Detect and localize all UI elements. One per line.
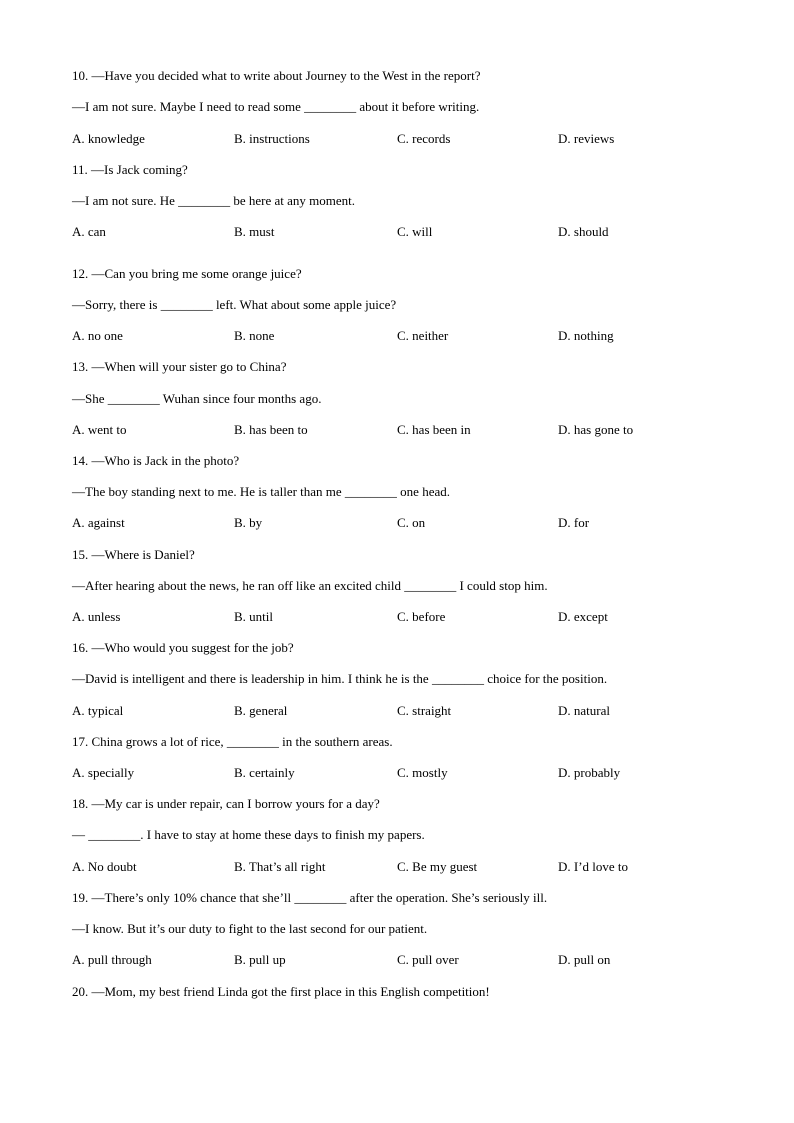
question-12-option-a: A. no one [72,328,123,343]
question-17-stem: 17. China grows a lot of rice, ________ in the southern areas. [72,734,393,749]
question-10-option-b: B. instructions [234,131,310,146]
question-19-response: —I know. But it’s our duty to fight to the last second for our patient. [72,921,428,936]
question-18-response: — ________. I have to stay at home these days to finish my papers. [72,827,425,842]
question-14-response: —The boy standing next to me. He is taller than me ________ one head. [72,484,450,499]
question-16-option-d: D. natural [558,703,610,718]
question-17-option-a: A. specially [72,765,135,780]
question-15-option-a: A. unless [72,609,121,624]
question-13-stem: 13. —When will your sister go to China? [72,359,287,374]
question-17-option-b: B. certainly [234,765,295,780]
question-12-stem: 12. —Can you bring me some orange juice? [72,266,302,281]
question-11-option-c: C. will [397,224,433,239]
question-10-options [72,131,732,147]
question-17-option-d: D. probably [558,765,621,780]
question-19-option-a: A. pull through [72,952,152,967]
question-11-option-b: B. must [234,224,275,239]
question-18-option-d: D. I’d love to [558,859,629,874]
question-11-stem: 11. —Is Jack coming? [72,162,188,177]
question-11-options [72,224,732,240]
question-16-stem: 16. —Who would you suggest for the job? [72,640,294,655]
question-11-option-a: A. can [72,224,106,239]
question-18-stem: 18. —My car is under repair, can I borrow yours for a day? [72,796,380,811]
question-19-option-c: C. pull over [397,952,459,967]
question-18-option-a: A. No doubt [72,859,137,874]
question-16-option-a: A. typical [72,703,124,718]
question-12-option-c: C. neither [397,328,449,343]
question-12-option-b: B. none [234,328,275,343]
question-18-option-b: B. That’s all right [234,859,326,874]
question-16-response: —David is intelligent and there is leadership in him. I think he is the ________ choice for the position. [72,671,608,686]
question-17-option-c: C. mostly [397,765,448,780]
question-12-response: —Sorry, there is ________ left. What about some apple juice? [72,297,397,312]
question-10-response: —I am not sure. Maybe I need to read some ________ about it before writing. [72,99,480,114]
question-13-options [72,422,732,438]
question-15-option-d: D. except [558,609,608,624]
question-18-option-c: C. Be my guest [397,859,478,874]
question-19-stem: 19. —There’s only 10% chance that she’ll ________ after the operation. She’s seriously ill. [72,890,548,905]
question-13-response: —She ________ Wuhan since four months ago. [72,391,322,406]
question-13-option-c: C. has been in [397,422,471,437]
question-16-option-c: C. straight [397,703,452,718]
question-16-option-b: B. general [234,703,288,718]
question-20-stem: 20. —Mom, my best friend Linda got the first place in this English competition! [72,984,490,999]
question-14-option-d: D. for [558,515,590,530]
question-13-option-b: B. has been to [234,422,308,437]
question-15-option-c: C. before [397,609,446,624]
question-13-option-a: A. went to [72,422,127,437]
question-15-option-b: B. until [234,609,274,624]
question-15-response: —After hearing about the news, he ran off like an excited child ________ I could stop him. [72,578,548,593]
question-14-option-b: B. by [234,515,263,530]
question-14-option-a: A. against [72,515,125,530]
question-12-option-d: D. nothing [558,328,614,343]
question-17-options [72,765,732,781]
question-11-response: —I am not sure. He ________ be here at any moment. [72,193,356,208]
question-10-option-d: D. reviews [558,131,615,146]
question-16-options [72,703,732,719]
question-19-option-b: B. pull up [234,952,286,967]
question-15-options [72,609,732,625]
question-18-options [72,859,732,875]
question-19-option-d: D. pull on [558,952,611,967]
question-14-options [72,515,732,531]
question-10-option-a: A. knowledge [72,131,145,146]
question-12-options [72,328,732,344]
question-15-stem: 15. —Where is Daniel? [72,547,195,562]
question-14-option-c: C. on [397,515,426,530]
question-10-stem: 10. —Have you decided what to write about Journey to the West in the report? [72,68,481,83]
question-11-option-d: D. should [558,224,609,239]
question-10-option-c: C. records [397,131,451,146]
question-13-option-d: D. has gone to [558,422,634,437]
question-19-options [72,952,732,968]
question-14-stem: 14. —Who is Jack in the photo? [72,453,240,468]
